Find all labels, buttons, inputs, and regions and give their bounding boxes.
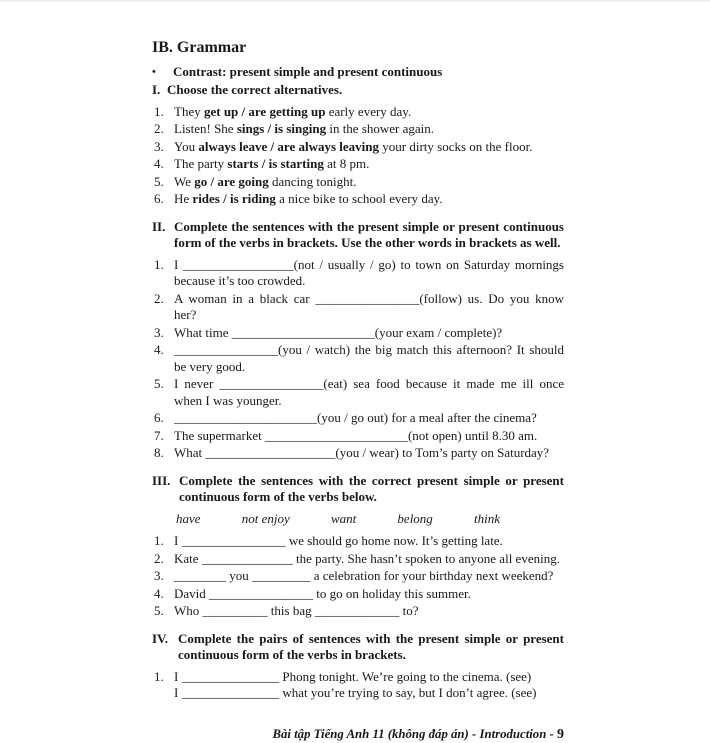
exercise-item: [152, 533, 564, 550]
item-text: [174, 342, 564, 375]
item-number: 4.: [152, 342, 174, 375]
text-run: I never: [174, 376, 219, 391]
answer-blank: ________________: [209, 586, 313, 601]
item-text: [174, 174, 564, 191]
item-text: [174, 669, 564, 702]
text-run: The party: [174, 156, 227, 171]
text-run: I: [174, 257, 183, 272]
item-number: 4.: [152, 156, 174, 173]
text-run: I: [174, 533, 182, 548]
item-text: [174, 586, 564, 603]
text-run: starts / is starting: [227, 156, 323, 171]
answer-blank: ________________: [219, 376, 323, 391]
footer-text: Bài tập Tiếng Anh 11 (không đáp án) - Introduction -: [272, 727, 557, 741]
item-text: [174, 156, 564, 173]
item-text: [174, 410, 564, 427]
text-run: You: [174, 139, 198, 154]
page-number: 9: [557, 727, 564, 742]
item-number: 4.: [152, 586, 174, 603]
section-heading-4: [152, 631, 564, 664]
section-number: IV.: [152, 631, 178, 664]
text-run: to go on holiday this summer.: [313, 586, 471, 601]
text-run: They: [174, 104, 204, 119]
text-run: (eat) sea food because it made me ill once when I was younger.: [174, 376, 564, 408]
answer-blank: _______________: [182, 685, 280, 700]
exercise-item: [152, 410, 564, 427]
exercise-item: [152, 139, 564, 156]
text-run: your dirty socks on the floor.: [379, 139, 532, 154]
text-run: The supermarket: [174, 428, 265, 443]
text-run: you: [226, 568, 252, 583]
item-text: [174, 376, 564, 409]
item-number: 5.: [152, 376, 174, 409]
text-run: (not / usually / go) to town on Saturday mornings because it’s too crowded.: [174, 257, 564, 289]
answer-blank: ________: [174, 568, 226, 583]
exercise-item: [152, 191, 564, 208]
text-run: David: [174, 586, 209, 601]
answer-blank: ______________________: [232, 325, 375, 340]
text-run: Phong tonight. We’re going to the cinema. (see): [279, 669, 531, 684]
exercise-item: [152, 121, 564, 138]
text-run: dancing tonight.: [269, 174, 357, 189]
page-footer: [152, 726, 564, 743]
item-text: [174, 121, 564, 138]
answer-blank: ______________________: [174, 410, 317, 425]
section-title: Choose the correct alternatives.: [167, 82, 564, 99]
bullet-icon: •: [152, 64, 173, 81]
exercise-item: [152, 445, 564, 462]
item-number: 2.: [152, 121, 174, 138]
section-3-items: [152, 533, 564, 620]
answer-blank: __________: [203, 603, 268, 618]
section-heading-3: [152, 473, 564, 506]
exercise-item: [152, 291, 564, 324]
section-number: II.: [152, 219, 174, 252]
item-number: 6.: [152, 410, 174, 427]
text-run: Who: [174, 603, 203, 618]
item-number: 2.: [152, 291, 174, 324]
answer-blank: _____________: [315, 603, 400, 618]
exercise-item: [152, 586, 564, 603]
section-4-items: [152, 669, 564, 702]
section-title: Complete the pairs of sentences with the present simple or present continuous form of the verbs in brackets.: [178, 631, 564, 664]
word-bank: [176, 511, 500, 528]
item-number: 7.: [152, 428, 174, 445]
item-number: 6.: [152, 191, 174, 208]
text-run: A woman in a black car: [174, 291, 315, 306]
section-2-items: [152, 257, 564, 462]
text-run: (you / wear) to Tom’s party on Saturday?: [335, 445, 549, 460]
section-title: Complete the sentences with the correct present simple or present continuous form of the verbs below.: [179, 473, 564, 506]
item-text: [174, 603, 564, 620]
page-content: [152, 40, 564, 743]
item-text: [174, 428, 564, 445]
item-text: [174, 257, 564, 290]
text-run: we should go home now. It’s getting late.: [286, 533, 503, 548]
item-text: [174, 325, 564, 342]
item-number: 1.: [152, 669, 174, 702]
text-run: in the shower again.: [326, 121, 434, 136]
text-run: Listen! She: [174, 121, 237, 136]
contrast-note-text: Contrast: present simple and present continuous: [173, 64, 442, 81]
exercise-item: [152, 669, 564, 702]
item-text: [174, 551, 564, 568]
section-number: III.: [152, 473, 179, 506]
item-number: 5.: [152, 603, 174, 620]
section-1-items: [152, 104, 564, 208]
word-bank-item: belong: [397, 511, 432, 528]
item-text: [174, 291, 564, 324]
text-run: (not open) until 8.30 am.: [408, 428, 537, 443]
section-heading-1: [152, 82, 564, 99]
answer-blank: ______________: [202, 551, 293, 566]
contrast-note-row: [152, 64, 564, 81]
text-run: always leave / are always leaving: [198, 139, 379, 154]
section-number: I.: [152, 82, 167, 99]
item-number: 1.: [152, 533, 174, 550]
text-run: a celebration for your birthday next weekend?: [311, 568, 554, 583]
exercise-item: [152, 104, 564, 121]
item-number: 8.: [152, 445, 174, 462]
word-bank-item: want: [331, 511, 356, 528]
text-run: sings / is singing: [237, 121, 326, 136]
text-run: the party. She hasn’t spoken to anyone all evening.: [293, 551, 560, 566]
exercise-item: [152, 342, 564, 375]
item-text: [174, 139, 564, 156]
text-run: to?: [399, 603, 418, 618]
text-run: (follow) us. Do you know her?: [174, 291, 564, 323]
answer-blank: _______________: [182, 669, 280, 684]
item-number: 2.: [152, 551, 174, 568]
text-run: (you / go out) for a meal after the cinema?: [317, 410, 537, 425]
text-run: this bag: [268, 603, 315, 618]
text-run: (you / watch) the big match this afternoon? It should be very good.: [174, 342, 564, 374]
text-run: What: [174, 445, 205, 460]
item-text: [174, 533, 564, 550]
answer-blank: _________: [252, 568, 311, 583]
exercise-item: [152, 551, 564, 568]
exercise-item: [152, 257, 564, 290]
text-run: what you’re trying to say, but I don’t agree. (see): [279, 685, 536, 700]
section-heading-2: [152, 219, 564, 252]
text-run: He: [174, 191, 192, 206]
text-run: Kate: [174, 551, 202, 566]
text-run: early every day.: [325, 104, 411, 119]
exercise-item: [152, 568, 564, 585]
answer-blank: ____________________: [205, 445, 335, 460]
item-text: [174, 104, 564, 121]
item-number: 1.: [152, 257, 174, 290]
item-number: 3.: [152, 139, 174, 156]
page-title: IB. Grammar: [152, 40, 564, 57]
item-number: 1.: [152, 104, 174, 121]
item-text: [174, 191, 564, 208]
text-run: What time: [174, 325, 232, 340]
answer-blank: ________________: [174, 342, 278, 357]
exercise-item: [152, 603, 564, 620]
text-run: get up / are getting up: [204, 104, 325, 119]
text-run: go / are going: [194, 174, 269, 189]
exercise-item: [152, 428, 564, 445]
answer-blank: ______________________: [265, 428, 408, 443]
item-text: [174, 445, 564, 462]
answer-blank: ________________: [182, 533, 286, 548]
text-run: a nice bike to school every day.: [276, 191, 443, 206]
answer-blank: ________________: [315, 291, 419, 306]
exercise-item: [152, 174, 564, 191]
exercise-item: [152, 156, 564, 173]
item-number: 3.: [152, 568, 174, 585]
text-run: at 8 pm.: [324, 156, 370, 171]
item-number: 5.: [152, 174, 174, 191]
item-number: 3.: [152, 325, 174, 342]
text-run: (your exam / complete)?: [375, 325, 502, 340]
text-run: rides / is riding: [192, 191, 275, 206]
text-run: I: [174, 685, 182, 700]
text-run: I: [174, 669, 182, 684]
text-run: We: [174, 174, 194, 189]
exercise-item: [152, 325, 564, 342]
section-title: Complete the sentences with the present simple or present continuous form of the verbs in brackets. Use the other words in brackets as well.: [174, 219, 564, 252]
word-bank-item: not enjoy: [242, 511, 290, 528]
item-text: [174, 568, 564, 585]
word-bank-item: think: [474, 511, 500, 528]
exercise-item: [152, 376, 564, 409]
answer-blank: _________________: [183, 257, 294, 272]
word-bank-item: have: [176, 511, 201, 528]
